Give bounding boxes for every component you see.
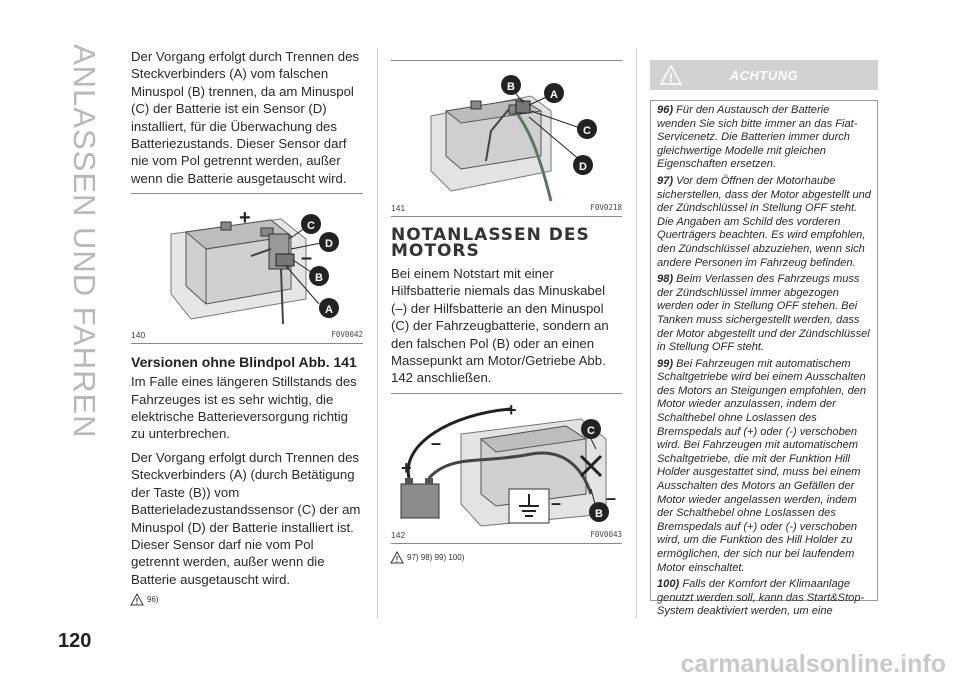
figure-number: 140 [131, 330, 146, 341]
warning-reference: ! 96) [131, 594, 363, 605]
svg-text:+: + [506, 399, 517, 420]
warning-icon [131, 594, 143, 605]
svg-text:B: B [507, 81, 515, 93]
callout-a [544, 83, 564, 103]
column-divider [636, 48, 637, 618]
figure-140 [131, 194, 363, 330]
warning-icon [391, 552, 403, 563]
svg-text:D: D [579, 161, 587, 173]
section-heading: Versionen ohne Blindpol Abb. 141 [131, 354, 357, 371]
callout-c [577, 119, 597, 139]
callout-a [319, 298, 339, 318]
svg-text:+: + [239, 207, 251, 230]
svg-text:!: ! [669, 71, 673, 85]
column-divider [377, 48, 378, 618]
figure-caption [391, 203, 622, 217]
battery-sensor-illustration [391, 61, 622, 203]
svg-text:A: A [550, 89, 558, 101]
warning-note: 97) Vor dem Öffnen der Motorhaube sicherstellen, dass der Motor abgestellt und der Zündschlüssel in Stellung OFF steht. Die Angaben am Schild des vorderen Querträgers beachten. Es wird empfohlen, den Zündschlüssel abzuziehen, wenn sich andere Personen im Fahrzeug befinden. [657, 174, 871, 269]
paragraph: Der Vorgang erfolgt durch Trennen des Steckverbinders (A) vom falschen Minuspol (B) trennen, da am Minuspol (C) der Batterie ist ein Sensor (D) installiert, für die Überwachung des Batteriezustands. Dieser Sensor darf nie vom Pol getrennt werden, außer wenn die Batterie ausgetauscht wird. [131, 49, 359, 186]
paragraph: Im Falle eines längeren Stillstands des Fahrzeuges ist es sehr wichtig, die elektrische Batterieversorgung richtig zu unterbrechen. [131, 374, 357, 442]
svg-text:B: B [315, 272, 323, 285]
svg-text:+: + [401, 457, 412, 478]
warning-note: 100) Falls der Komfort der Klimaanlage genutzt werden soll, kann das Start&Stop-System deaktiviert werden, um eine [657, 578, 865, 618]
figure-caption [131, 330, 363, 344]
figure-number: 141 [391, 203, 406, 213]
watermark: carmanualsonline.info [680, 650, 946, 678]
warning-note: 99) Bei Fahrzeugen mit automatischem Schaltgetriebe wird bei einem Ausschalten des Motors an Steigungen empfohlen, den Motor wieder anzulassen, indem der Schalthebel ohne Loslassen des Bremspedals auf (+) oder (-) verschoben wird. Bei Fahrzeugen mit automatischem Schaltgetriebe, die mit der Funktion Hill Holder ausgestattet sind, muss bei einem Ausschalten des Motors an Gefällen der Motor wieder angelassen werden, indem der Schalthebel ohne Loslassen des Bremspedals auf (+) oder (-) verschoben wird, um die Funktion des Hill Holder zu ermöglichen, der sich nur bei laufendem Motor einschaltet. [657, 357, 867, 574]
jump-start-illustration [391, 394, 622, 530]
svg-text:D: D [325, 238, 333, 251]
chapter-side-title: ANLASSEN UND FAHREN [67, 44, 102, 439]
svg-text:C: C [587, 424, 595, 437]
warning-notes [650, 100, 878, 618]
figure-code: F0V0043 [590, 529, 622, 539]
warning-header [650, 60, 878, 90]
column-left [131, 48, 363, 605]
column-middle [391, 48, 622, 563]
column-right [650, 60, 878, 618]
figure-141 [391, 61, 622, 203]
callout-d [573, 155, 593, 175]
figure-caption [391, 530, 622, 544]
svg-text:B: B [595, 507, 603, 520]
warning-reference: ! 97) 98) 99) 100) [391, 552, 622, 563]
callout-b [589, 502, 609, 522]
svg-text:A: A [325, 304, 333, 317]
svg-text:–: – [606, 487, 617, 508]
paragraph: Der Vorgang erfolgt durch Trennen des Steckverbinders (A) (durch Betätigung der Taste (B)) vom Batterieladezustandssensor (C) der am Minuspol (D) der Batterie installiert ist. Dieser Sensor darf nie vom Pol getrennt werden, außer wenn die Batterie ausgetauscht wird. [131, 449, 361, 587]
callout-b [309, 266, 329, 286]
callout-d [319, 232, 339, 252]
svg-text:–: – [301, 247, 313, 270]
paragraph: Bei einem Notstart mit einer Hilfsbatterie niemals das Minuskabel (–) der Hilfsbatterie an den Minuspol (C) der Fahrzeugbatterie, sondern an den falschen Pol (B) oder an einen Massepunkt am Motor/Getriebe Abb. 142 anschließen. [391, 266, 609, 386]
page-number: 120 [58, 630, 92, 652]
svg-text:–: – [431, 432, 442, 453]
svg-text:!: ! [395, 554, 399, 564]
svg-text:–: – [551, 492, 562, 513]
figure-142 [391, 394, 622, 530]
warning-title: ACHTUNG [729, 67, 799, 83]
warning-icon [660, 65, 682, 85]
figure-number: 142 [391, 529, 406, 540]
figure-code: F0V0042 [331, 330, 363, 340]
svg-text:!: ! [135, 597, 139, 607]
callout-c [581, 419, 601, 439]
warning-note: 96) Für den Austausch der Batterie wenden Sie sich bitte immer an das Fiat-Servicenetz. Die Batterien immer durch gleichwertige Modelle mit gleichen Eigenschaften ersetzen. [657, 104, 858, 171]
callout-c [301, 214, 321, 234]
warning-note: 98) Beim Verlassen des Fahrzeugs muss der Zündschlüssel immer abgezogen werden oder in Stellung OFF stehen. Bei Tanken muss sichergestellt werden, dass der Motor abgestellt und der Zündschlüssel in Stellung OFF steht. [657, 273, 870, 354]
svg-text:C: C [307, 220, 315, 233]
battery-illustration [131, 194, 363, 330]
section-heading: NOTANLASSEN DES MOTORS [391, 225, 590, 261]
callout-b [501, 75, 521, 95]
figure-code: F0V0218 [590, 203, 622, 212]
svg-text:C: C [583, 125, 591, 137]
